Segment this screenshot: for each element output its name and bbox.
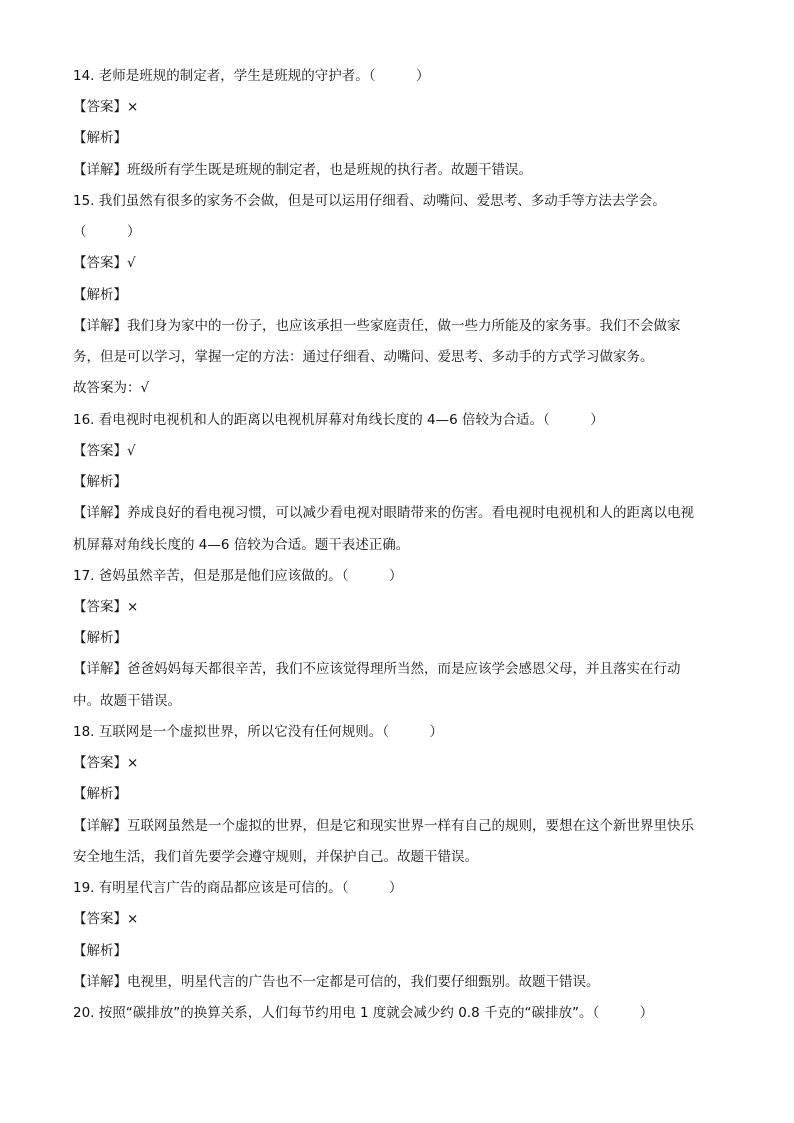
question-16: 16. 看电视时电视机和人的距离以电视机屏幕对角线长度的 4—6 倍较为合适。（ ） — [73, 412, 604, 428]
explanation-text: 【详解】爸爸妈妈每天都很辛苦，我们不应该觉得理所当然，而是应该学会感恩父母，并且落实在行动 — [73, 661, 681, 677]
question-17: 17. 爸妈虽然辛苦，但是那是他们应该做的。（ ） — [73, 568, 403, 584]
explanation-text: 【详解】养成良好的看电视习惯，可以减少看电视对眼睛带来的伤害。看电视时电视机和人的距离以电视 — [73, 505, 694, 521]
answer-label: 【答案】× — [73, 911, 139, 927]
explanation-text: 中。故题干错误。 — [73, 693, 181, 709]
analysis-label: 【解析】 — [73, 130, 127, 146]
answer-label: 【答案】× — [73, 755, 139, 771]
question-19: 19. 有明星代言广告的商品都应该是可信的。（ ） — [73, 880, 403, 896]
question-20: 20. 按照“碳排放”的换算关系，人们每节约用电 1 度就会减少约 0.8 千克的“碳排放”。（ ） — [73, 1005, 654, 1021]
answer-label: 【答案】√ — [73, 443, 136, 459]
analysis-label: 【解析】 — [73, 630, 127, 646]
question-15: 15. 我们虽然有很多的家务不会做，但是可以运用仔细看、动嘴问、爱思考、多动手等方法去学会。 — [73, 193, 666, 209]
question-14: 14. 老师是班规的制定者，学生是班规的守护者。（ ） — [73, 68, 430, 84]
answer-label: 【答案】× — [73, 99, 139, 115]
analysis-label: 【解析】 — [73, 474, 127, 490]
explanation-text: 机屏幕对角线长度的 4—6 倍较为合适。题干表述正确。 — [73, 537, 410, 553]
answer-label: 【答案】× — [73, 599, 139, 615]
analysis-label: 【解析】 — [73, 287, 127, 303]
explanation-text: 务，但是可以学习，掌握一定的方法：通过仔细看、动嘴问、爱思考、多动手的方式学习做家务。 — [73, 349, 654, 365]
explanation-text: 【详解】电视里，明星代言的广告也不一定都是可信的，我们要仔细甄别。故题干错误。 — [73, 974, 600, 990]
question-18: 18. 互联网是一个虚拟世界，所以它没有任何规则。（ ） — [73, 724, 444, 740]
explanation-text: 【详解】互联网虽然是一个虚拟的世界，但是它和现实世界一样有自己的规则，要想在这个新世界里快乐 — [73, 818, 694, 834]
analysis-label: 【解析】 — [73, 943, 127, 959]
answer-summary: 故答案为：√ — [73, 380, 150, 396]
question-15-blank: （ ） — [73, 224, 141, 240]
explanation-text: 安全地生活，我们首先要学会遵守规则，并保护自己。故题干错误。 — [73, 849, 478, 865]
explanation-text: 【详解】我们身为家中的一份子，也应该承担一些家庭责任，做一些力所能及的家务事。我们不会做家 — [73, 318, 681, 334]
explanation-text: 【详解】班级所有学生既是班规的制定者，也是班规的执行者。故题干错误。 — [73, 162, 532, 178]
answer-label: 【答案】√ — [73, 255, 136, 271]
analysis-label: 【解析】 — [73, 786, 127, 802]
